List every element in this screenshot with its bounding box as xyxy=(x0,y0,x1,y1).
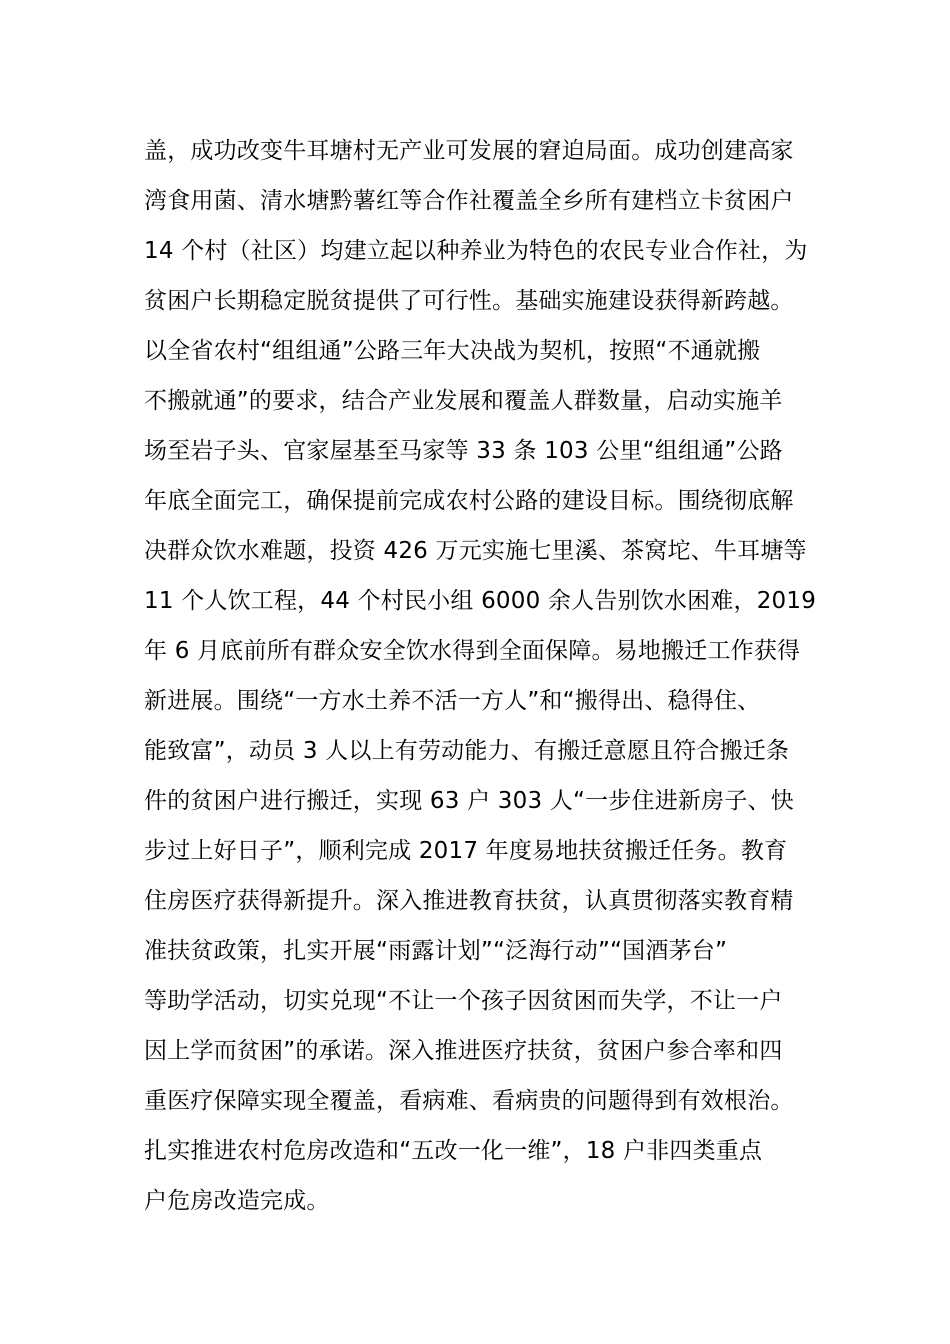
text-line: 因上学而贫困”的承诺。深入推进医疗扶贫，贫困户参合率和四 xyxy=(144,1038,783,1064)
text-line: 贫困户长期稳定脱贫提供了可行性。基础实施建设获得新跨越。 xyxy=(144,288,794,314)
text-line: 户危房改造完成。 xyxy=(144,1188,330,1214)
text-line: 不搬就通”的要求，结合产业发展和覆盖人群数量，启动实施羊 xyxy=(144,388,783,414)
text-line: 场至岩子头、官家屋基至马家等 33 条 103 公里“组组通”公路 xyxy=(144,438,783,464)
text-line: 新进展。围绕“一方水土养不活一方人”和“搬得出、稳得住、 xyxy=(144,688,761,714)
text-line: 14 个村（社区）均建立起以种养业为特色的农民专业合作社，为 xyxy=(144,238,808,264)
text-line: 住房医疗获得新提升。深入推进教育扶贫，认真贯彻落实教育精 xyxy=(144,888,794,914)
text-line: 准扶贫政策，扎实开展“雨露计划”“泛海行动”“国酒茅台” xyxy=(144,938,728,964)
text-line: 盖，成功改变牛耳塘村无产业可发展的窘迫局面。成功创建高家 xyxy=(144,138,794,164)
text-line: 重医疗保障实现全覆盖，看病难、看病贵的问题得到有效根治。 xyxy=(144,1088,794,1114)
text-line: 步过上好日子”，顺利完成 2017 年度易地扶贫搬迁任务。教育 xyxy=(144,838,788,864)
text-line: 决群众饮水难题，投资 426 万元实施七里溪、茶窝坨、牛耳塘等 xyxy=(144,538,807,564)
body-paragraph xyxy=(144,126,824,1226)
text-line: 11 个人饮工程，44 个村民小组 6000 余人告别饮水困难，2019 xyxy=(144,588,817,614)
text-line: 能致富”，动员 3 人以上有劳动能力、有搬迁意愿且符合搬迁条 xyxy=(144,738,790,764)
text-line: 扎实推进农村危房改造和“五改一化一维”，18 户非四类重点 xyxy=(144,1138,763,1164)
text-line: 年 6 月底前所有群众安全饮水得到全面保障。易地搬迁工作获得 xyxy=(144,638,801,664)
text-line: 等助学活动，切实兑现“不让一个孩子因贫困而失学，不让一户 xyxy=(144,988,783,1014)
text-line: 件的贫困户进行搬迁，实现 63 户 303 人“一步住进新房子、快 xyxy=(144,788,794,814)
text-line: 以全省农村“组组通”公路三年大决战为契机，按照“不通就搬 xyxy=(144,338,761,364)
text-line: 湾食用菌、清水塘黔薯红等合作社覆盖全乡所有建档立卡贫困户 xyxy=(144,188,794,214)
text-line: 年底全面完工，确保提前完成农村公路的建设目标。围绕彻底解 xyxy=(144,488,794,514)
